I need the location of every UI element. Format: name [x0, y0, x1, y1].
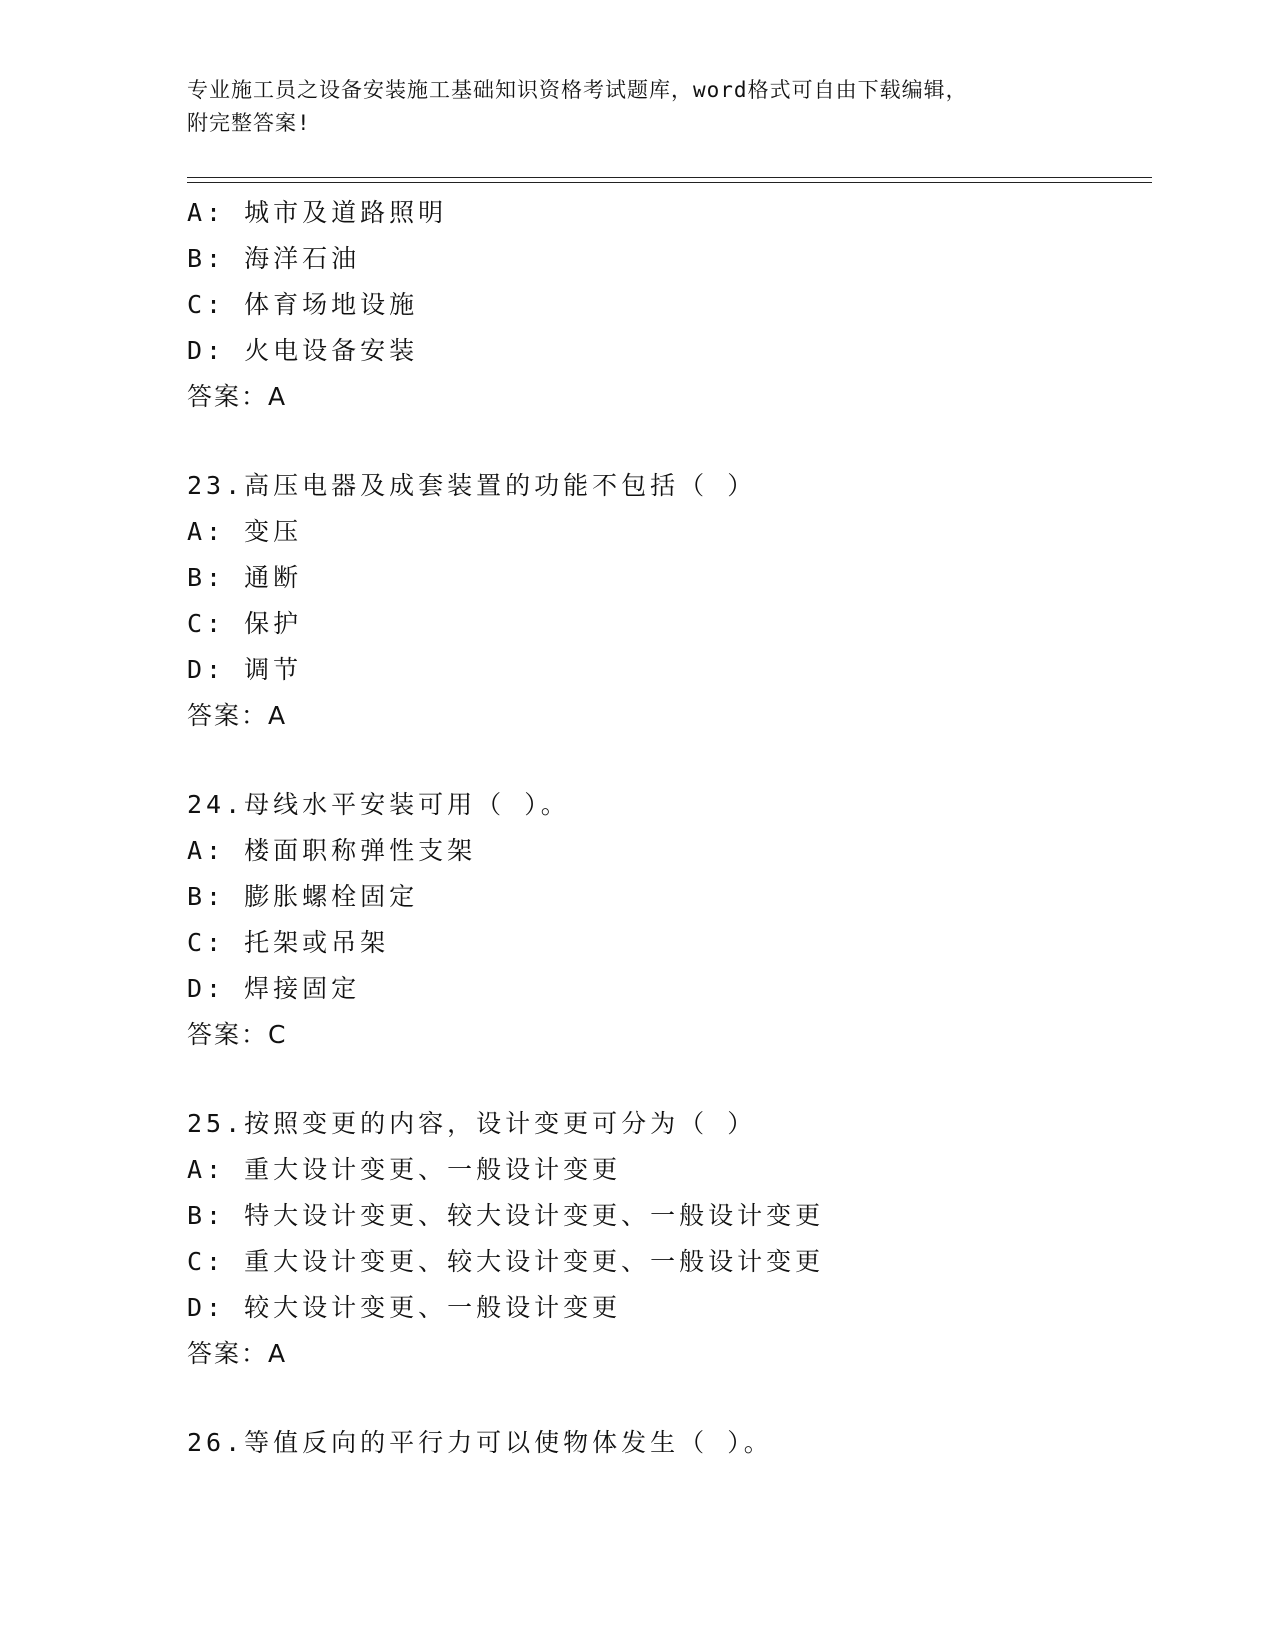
- option-a: A: 城市及道路照明: [187, 198, 448, 227]
- option-c: C: 体育场地设施: [187, 290, 419, 319]
- header-divider-top: [187, 177, 1152, 178]
- answer-line: 答案：A: [187, 701, 288, 730]
- option-d: D: 焊接固定: [187, 974, 361, 1003]
- answer-line: 答案：A: [187, 1339, 288, 1368]
- answer-line: 答案：A: [187, 382, 288, 411]
- question-block: [187, 190, 1152, 420]
- question-text: 26.等值反向的平行力可以使物体发生（ ）。: [187, 1428, 773, 1457]
- question-list: [187, 190, 1152, 1466]
- question-block: [187, 782, 1152, 1058]
- question-text: 24.母线水平安装可用（ ）。: [187, 790, 570, 819]
- option-b: B: 膨胀螺栓固定: [187, 882, 419, 911]
- question-block: [187, 1101, 1152, 1377]
- header-divider-bottom: [187, 182, 1152, 183]
- option-a: A: 重大设计变更、一般设计变更: [187, 1155, 622, 1184]
- option-d: D: 调节: [187, 655, 303, 684]
- option-b: B: 海洋石油: [187, 244, 361, 273]
- question-text: 23.高压电器及成套装置的功能不包括（ ）: [187, 471, 757, 500]
- option-d: D: 火电设备安装: [187, 336, 419, 365]
- option-c: C: 保护: [187, 609, 303, 638]
- question-block: [187, 1420, 1152, 1466]
- question-block: [187, 463, 1152, 739]
- option-b: B: 通断: [187, 563, 303, 592]
- question-text: 25.按照变更的内容，设计变更可分为（ ）: [187, 1109, 757, 1138]
- header-line-1: 专业施工员之设备安装施工基础知识资格考试题库，word格式可自由下载编辑，: [187, 78, 968, 102]
- option-a: A: 变压: [187, 517, 303, 546]
- option-a: A: 楼面职称弹性支架: [187, 836, 477, 865]
- option-d: D: 较大设计变更、一般设计变更: [187, 1293, 622, 1322]
- option-c: C: 托架或吊架: [187, 928, 390, 957]
- answer-line: 答案：C: [187, 1020, 288, 1049]
- document-header: [187, 74, 1087, 140]
- option-c: C: 重大设计变更、较大设计变更、一般设计变更: [187, 1247, 825, 1276]
- option-b: B: 特大设计变更、较大设计变更、一般设计变更: [187, 1201, 825, 1230]
- header-line-2: 附完整答案!: [187, 111, 311, 135]
